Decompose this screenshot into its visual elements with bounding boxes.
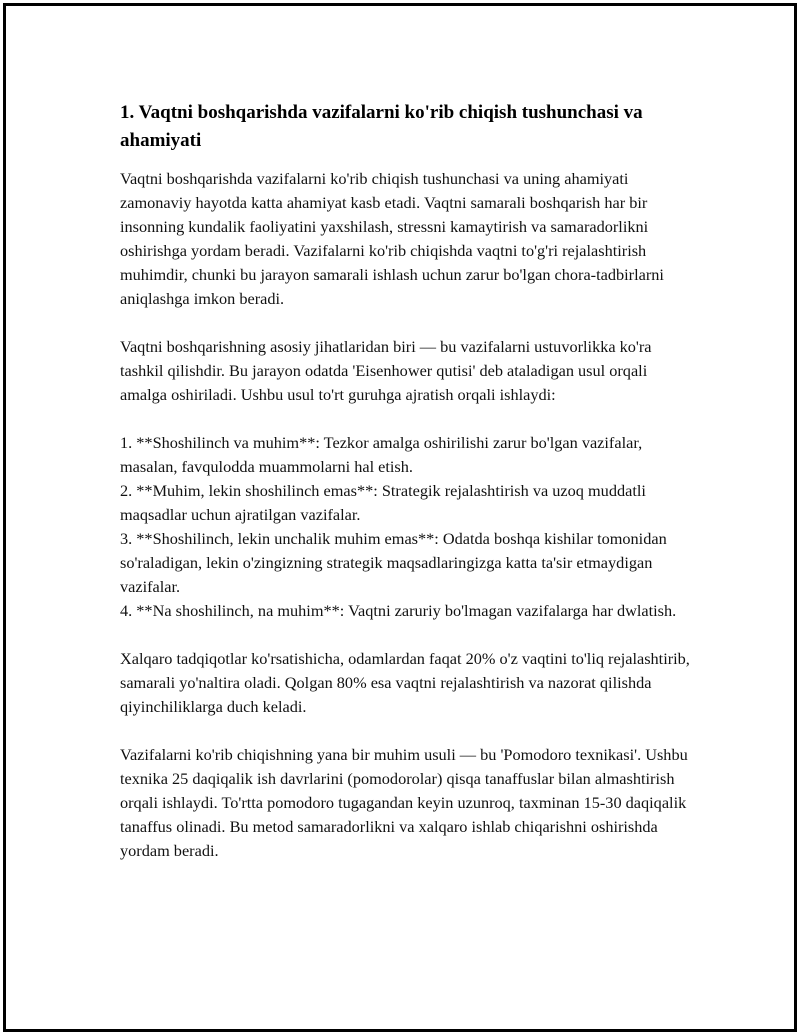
paragraph-research: Xalqaro tadqiqotlar ko'rsatishicha, odamlardan faqat 20% o'z vaqtini to'liq rejalashtirib, samarali yo'naltira oladi. Qolgan 80% esa vaqtni rejalashtirish va nazorat qilishda qiyinchiliklarga duch keladi. — [120, 649, 690, 716]
document-content — [120, 99, 690, 887]
list-item: 3. **Shoshilinch, lekin unchalik muhim emas**: Odatda boshqa kishilar tomonidan so'raladigan, lekin o'zingizning strategik maqsadlaringizga katta ta'sir etmaydigan vazifalar. — [120, 529, 667, 596]
paragraph-intro: Vaqtni boshqarishda vazifalarni ko'rib chiqish tushunchasi va uning ahamiyati zamonaviy hayotda katta ahamiyat kasb etadi. Vaqtni samarali boshqarish har bir insonning kundalik faoliyatini yaxshilash, stressni kamaytirish va samaradorlikni oshirishga yordam beradi. Vazifalarni ko'rib chiqishda vaqtni to'g'ri rejalashtirish muhimdir, chunki bu jarayon samarali ishlash uchun zarur bo'lgan chora-tadbirlarni aniqlashga imkon beradi. — [120, 169, 664, 308]
list-item: 4. **Na shoshilinch, na muhim**: Vaqtni zaruriy bo'lmagan vazifalarga har dwlatish. — [120, 601, 677, 620]
paragraph-pomodoro: Vazifalarni ko'rib chiqishning yana bir muhim usuli — bu 'Pomodoro texnikasi'. Ushbu texnika 25 daqiqalik ish davrlarini (pomodorolar) qisqa tanaffuslar bilan almashtirish orqali ishlaydi. To'rtta pomodoro tugagandan keyin uzunroq, taxminan 15-30 daqiqalik tanaffus olinadi. Bu metod samaradorlikni va xalqaro ishlab chiqarishni oshirishda yordam beradi. — [120, 745, 688, 860]
list-item: 1. **Shoshilinch va muhim**: Tezkor amalga oshirilishi zarur bo'lgan vazifalar, masalan, favqulodda muammolarni hal etish. — [120, 433, 643, 476]
list-item: 2. **Muhim, lekin shoshilinch emas**: Strategik rejalashtirish va uzoq muddatli maqsadlar uchun ajratilgan vazifalar. — [120, 481, 646, 524]
eisenhower-list — [120, 431, 690, 623]
page-frame — [3, 3, 797, 1032]
section-heading: 1. Vaqtni boshqarishda vazifalarni ko'rib chiqish tushunchasi va ahamiyati — [120, 102, 643, 151]
paragraph-priority: Vaqtni boshqarishning asosiy jihatlaridan biri — bu vazifalarni ustuvorlikka ko'ra tashkil qilishdir. Bu jarayon odatda 'Eisenhower qutisi' deb ataladigan usul orqali amalga oshiriladi. Ushbu usul to'rt guruhga ajratish orqali ishlaydi: — [120, 337, 652, 404]
